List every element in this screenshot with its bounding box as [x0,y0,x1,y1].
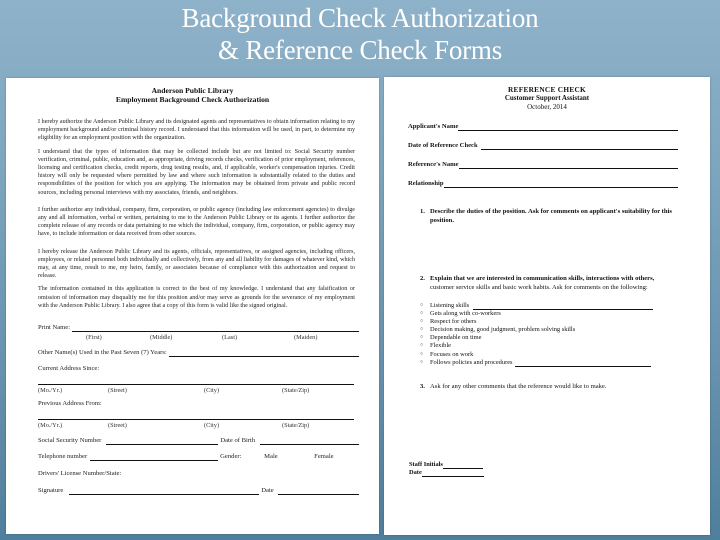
other-names-label: Other Name(s) Used in the Past Seven (7) Years: [38,349,167,357]
drivers-license-row [38,470,359,478]
further-authorization-paragraph: I further authorize any individual, company, firm, corporation, or public agency (including law enforcement agencies) to divulge any and all information, verbal or written, pertaining to me to the Anderson Public Library or its agents. I further authorize the complete release of any records or data pertaining to me which the individual, company, firm, corporation, or public agency may have, to include information or data received from other sources. [38,206,355,238]
question-2-number: 2. [420,275,425,282]
certification-paragraph: The information contained in this application is correct to the best of my knowledge. I understand that any falsification or omission of information may disqualify me for this position and/or may serve as grounds for the severance of my employment with the Anderson Public Library. I also agree that a copy of this form is valid like the signed original. [38,286,355,309]
prev-address-part-moyr: (Mo./Yr.) [38,422,63,430]
signature-date-row [38,487,359,495]
relationship-label: Relationship [408,180,444,187]
name-part-labels [38,334,355,341]
circle-bullet-icon: ○ [420,319,424,325]
prev-address-part-state-zip: (State/Zip) [282,422,310,430]
authorization-paragraph: I hereby authorize the Anderson Public Library and its designated agents and representatives to obtain information relating to my employment background and/or criminal history record. I understand that this information will be used, in part, to determine my eligibility for an employment position with the organization. [38,119,355,142]
reference-name-field[interactable] [408,161,678,169]
follows-policies-line[interactable] [515,360,651,367]
relationship-line[interactable] [444,181,678,188]
circle-bullet-icon: ○ [420,351,424,357]
applicant-name-field[interactable] [408,123,678,131]
current-address-label-row [38,365,359,373]
reference-check-form-page [384,77,710,535]
reference-date-label: Date of Reference Check [408,142,478,149]
relationship-field[interactable] [408,180,678,188]
question-1-text: Describe the duties of the position. Ask for comments on applicant's suitability for this position. [430,208,672,224]
question-2-subtext: customer service skills and basic work habits. Ask for comments on the following: [430,283,648,291]
name-part-maiden: (Maiden) [294,334,318,342]
org-name: Anderson Public Library [151,86,234,95]
other-names-line[interactable] [169,350,359,357]
dob-label: Date of Birth [220,437,256,445]
applicant-name-label: Applicant's Name [408,123,459,130]
circle-bullet-icon: ○ [420,311,424,317]
reference-name-label: Reference's Name [408,161,459,168]
bullet-flexible: ○ Flexible [420,342,451,350]
slide-title [0,2,720,66]
signature-line[interactable] [69,488,259,495]
previous-address-part-labels [38,422,355,429]
staff-date-line[interactable] [422,470,484,477]
name-part-first: (First) [86,334,102,342]
print-name-label: Print Name: [38,324,71,332]
gender-option-male[interactable]: Male [264,453,278,461]
current-address-part-labels [38,387,355,394]
form-title: Employment Background Check Authorization [115,95,270,104]
reference-date-line[interactable] [481,143,678,150]
telephone-label: Telephone number [38,453,88,461]
address-part-state-zip: (State/Zip) [282,387,310,395]
question-2 [420,275,678,292]
question-3-text: Ask for any other comments that the reference would like to make. [430,382,607,390]
bullet-decision-making: ○ Decision making, good judgment, problem solving skills [420,326,576,334]
prev-address-part-street: (Street) [108,422,127,430]
reference-name-line[interactable] [459,162,678,169]
applicant-name-line[interactable] [458,124,678,131]
name-part-middle: (Middle) [150,334,173,342]
address-part-moyr: (Mo./Yr.) [38,387,63,395]
question-1 [420,208,678,225]
ssn-line[interactable] [106,438,218,445]
circle-bullet-icon: ○ [420,335,424,341]
staff-date-label: Date [409,469,422,477]
circle-bullet-icon: ○ [420,359,424,365]
question-3-number: 3. [420,382,425,390]
reference-form-position: Customer Support Assistant [504,94,590,102]
question-1-number: 1. [420,208,425,215]
reference-form-date: October, 2014 [527,103,567,111]
prev-address-part-city: (City) [204,422,220,430]
staff-date-field[interactable] [409,469,710,477]
reference-form-title: REFERENCE CHECK [507,85,587,94]
bullet-dependable: ○ Dependable on time [420,334,482,342]
signature-date-line[interactable] [278,488,359,495]
staff-signoff [409,461,710,477]
slide-title-line1: Background Check Authorization [181,3,539,33]
address-part-city: (City) [204,387,220,395]
bullet-gets-along: ○ Gets along with co-workers [420,310,501,318]
form-header [6,86,379,104]
background-check-form-page [6,78,379,534]
previous-address-label: Previous Address From: [38,400,102,408]
question-3 [420,383,678,392]
dob-line[interactable] [260,438,359,445]
gender-option-female[interactable]: Female [314,453,334,461]
staff-initials-line[interactable] [443,462,483,469]
reference-form-header [384,85,710,112]
print-name-field[interactable] [38,324,359,332]
evaluation-bullet-list [420,302,680,367]
telephone-gender-row [38,453,359,461]
information-types-paragraph: I understand that the types of information that may be collected include but are not limited to: Social Security number verification, criminal, public, education and, as appropriate, driving records checks, verification of prior employment, references, licensing and certification checks, credit reports, drug testing results, and, if applicable, worker's compensation injuries. Credit history will only be requested where permitted by law and where such information is substantially related to the duties and responsibilities of the position for which you are applying. The information may be obtained from private and public record sources, including personal interviews with my associates, friends, and neighbors. [38,148,355,196]
ssn-label: Social Security Number [38,437,102,445]
circle-bullet-icon: ○ [420,343,424,349]
previous-address-label-row [38,400,359,408]
staff-initials-field[interactable] [409,461,710,469]
name-part-last: (Last) [222,334,238,342]
staff-initials-label: Staff Initials [409,461,443,469]
bullet-follows-policies: ○ Follows policies and procedures [420,359,680,367]
current-address-line[interactable] [38,373,354,385]
bullet-focuses: ○ Focuses on work [420,350,474,358]
current-address-label: Current Address Since: [38,365,100,373]
reference-date-field[interactable] [408,142,678,150]
question-2-text: Explain that we are interested in communication skills, interactions with others, [430,275,655,282]
release-paragraph: I hereby release the Anderson Public Library and its agents, officials, representatives, or assigned agencies, including officers, employees, or related personnel both individually and collectively, from any and all liability for damages of whatever kind, which may, at any time, result to me, my heirs, family, or associates because of compliance with this authorization and request to release. [38,248,355,280]
circle-bullet-icon: ○ [420,327,424,333]
address-part-street: (Street) [108,387,127,395]
signature-label: Signature [38,487,64,495]
slide-title-line2: & Reference Check Forms [217,35,503,65]
circle-bullet-icon: ○ [420,303,424,308]
other-names-field[interactable] [38,349,359,357]
telephone-line[interactable] [90,454,218,461]
print-name-line[interactable] [72,325,359,332]
listening-skills-line[interactable] [473,303,653,310]
bullet-listening-skills: ○ Listening skills [420,302,680,310]
previous-address-line[interactable] [38,408,354,420]
signature-date-label: Date [261,487,274,495]
drivers-license-label: Drivers' License Number/State: [38,470,122,478]
ssn-dob-row [38,437,359,445]
gender-label: Gender: [220,453,242,461]
bullet-respect: ○ Respect for others [420,318,477,326]
